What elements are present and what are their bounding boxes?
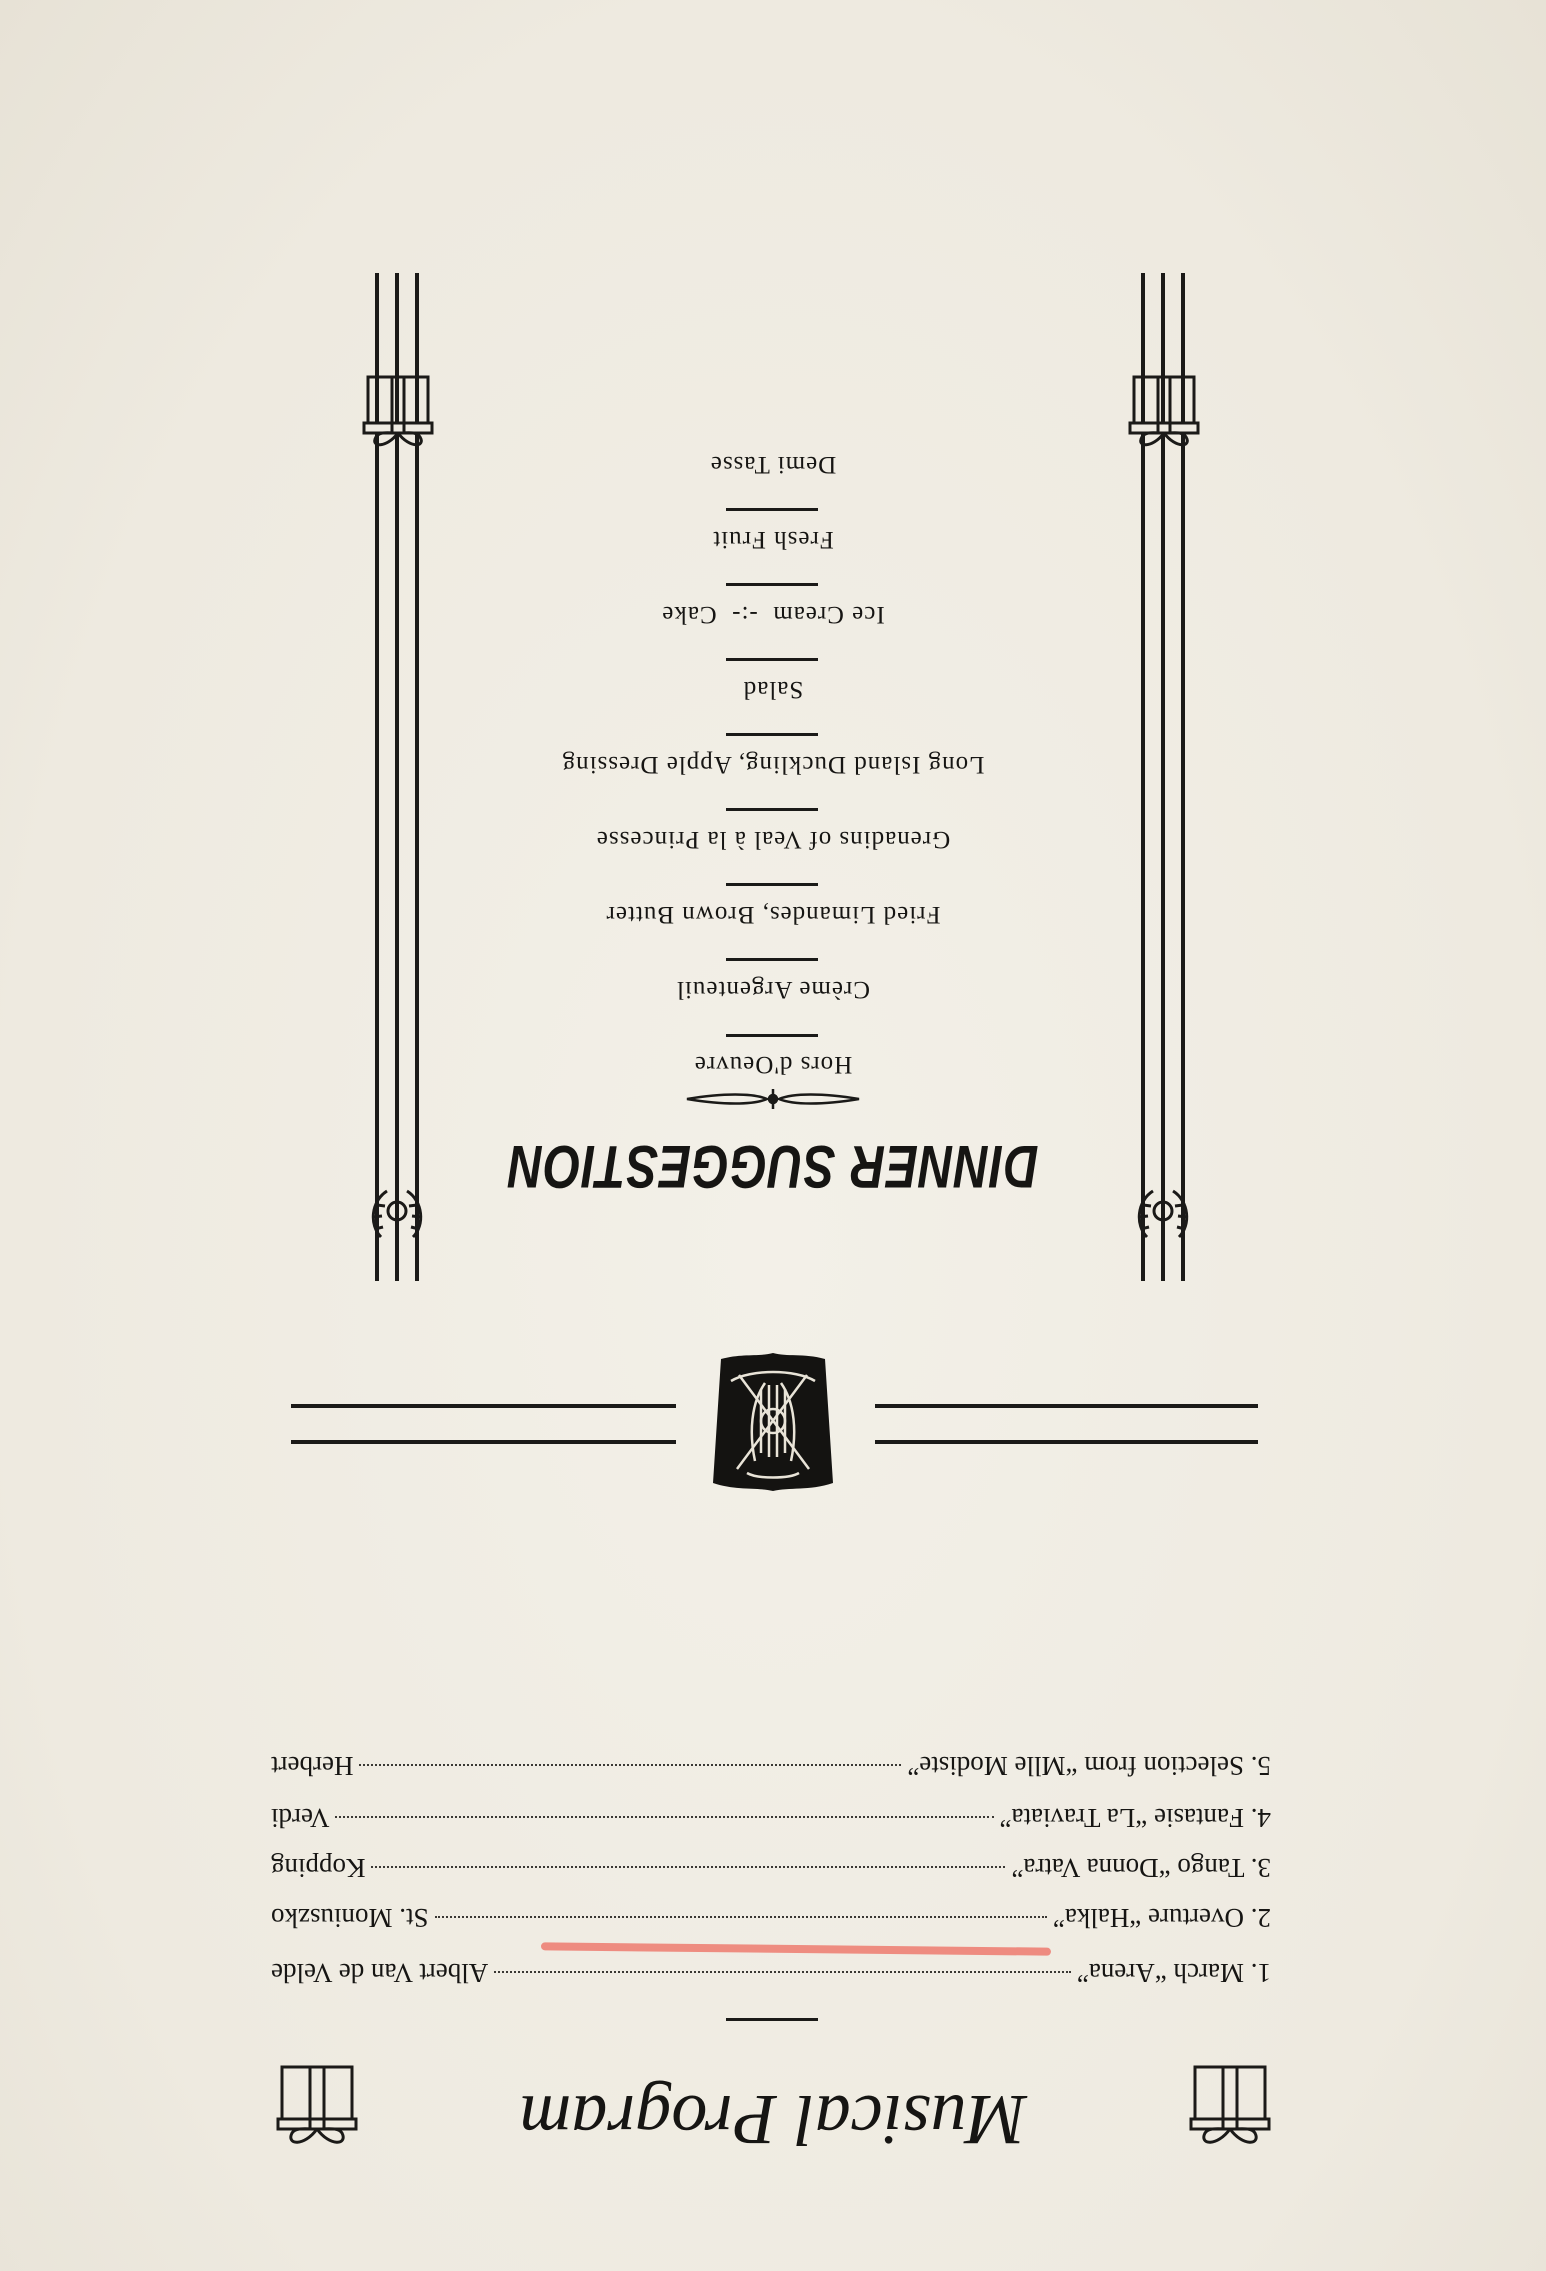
menu-course: Demi Tasse <box>709 451 837 478</box>
title-rule <box>726 2018 818 2021</box>
musical-program-title: Musical Program <box>519 2080 1027 2160</box>
program-item: 2. Overture “Halka” St. Moniuszko <box>271 1903 1271 1933</box>
menu-course: Long Island Duckling, Apple Dressing <box>561 751 985 778</box>
scroll-divider-icon <box>683 1087 863 1111</box>
dinner-title: DINNER SUGGESTION <box>507 1133 1039 1200</box>
course-rule <box>726 883 818 886</box>
menu-course: Crème Argenteuil <box>676 976 870 1003</box>
course-rule <box>726 733 818 736</box>
course-rule <box>726 958 818 961</box>
course-rule <box>726 1034 818 1037</box>
menu-course: Grenadins of Veal à la Princesse <box>595 826 951 853</box>
menu-course: Fried Limandes, Brown Butter <box>605 901 941 928</box>
gift-box-ornament-icon <box>362 373 434 451</box>
course-rule <box>726 508 818 511</box>
double-rule-left <box>875 1440 1258 1444</box>
gift-box-ornament-icon <box>1128 373 1200 451</box>
course-rule <box>726 808 818 811</box>
course-rule <box>726 658 818 661</box>
program-item: 4. Fantasie “La Traviata” Verdi <box>271 1803 1271 1833</box>
double-rule-right <box>291 1440 676 1444</box>
program-item: 5. Selection from “Mlle Modiste” Herbert <box>271 1751 1271 1781</box>
course-rule <box>726 583 818 586</box>
menu-course: Ice Cream -:- Cake <box>661 601 885 628</box>
music-instruments-crest-icon <box>707 1351 839 1493</box>
menu-course: Hors d'Oeuvre <box>693 1051 853 1078</box>
menu-course: Salad <box>742 676 804 703</box>
double-rule-left <box>875 1404 1258 1408</box>
menu-course: Fresh Fruit <box>712 526 834 553</box>
double-rule-right <box>291 1404 676 1408</box>
program-item: 3. Tango “Donna Vatra” Kopping <box>271 1853 1271 1883</box>
program-item: 1. March “Arena” Albert Van de Velde <box>271 1958 1271 1988</box>
